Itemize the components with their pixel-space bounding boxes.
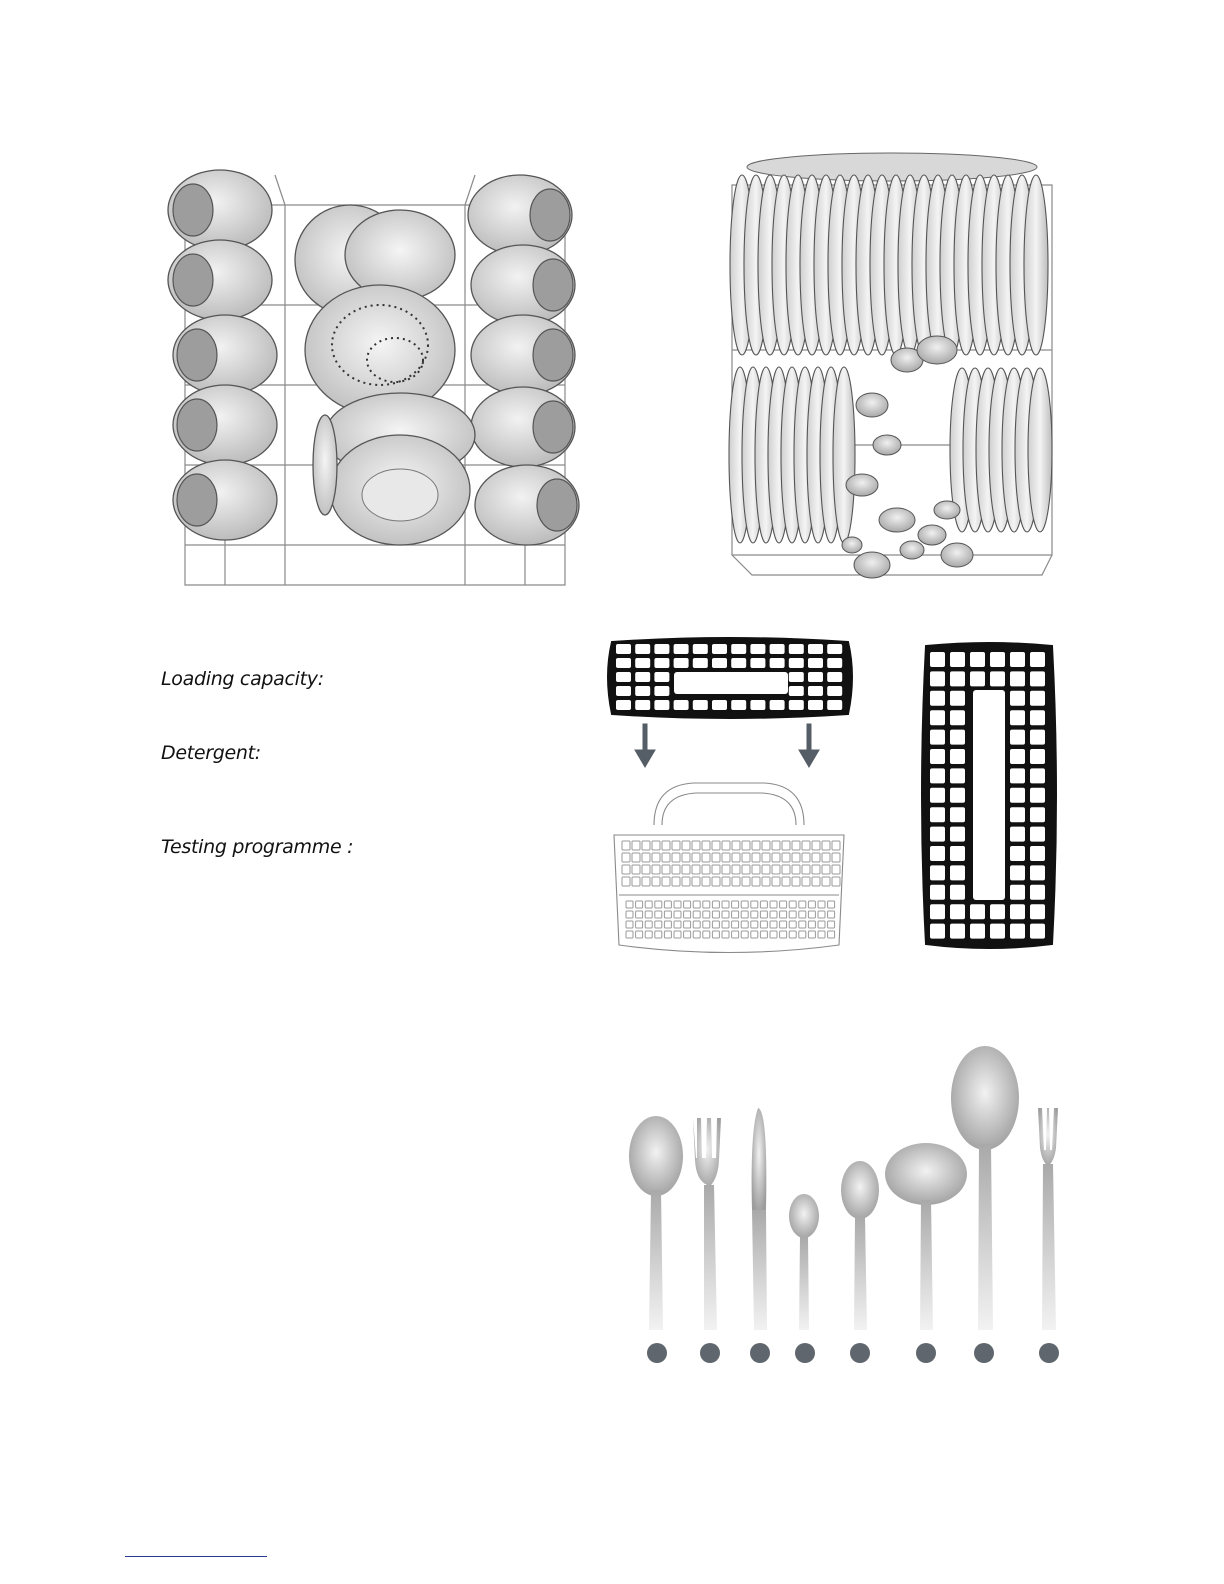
serving-fork-icon (1038, 1108, 1058, 1330)
lower-rack-illustration (722, 145, 1062, 590)
cutlery-set-illustration (620, 1040, 1070, 1370)
cutlery-grid-insert-illustration (604, 636, 856, 722)
insert-arrows (630, 722, 826, 770)
footer-rule (125, 1556, 267, 1557)
upper-rack-illustration (165, 165, 585, 595)
loading-capacity-label: Loading capacity: (161, 668, 324, 690)
fork-icon (693, 1118, 721, 1330)
ladle-icon (885, 1143, 967, 1330)
cutlery-dots (647, 1343, 1059, 1363)
soup-spoon-icon (629, 1116, 683, 1330)
testing-programme-label: Testing programme : (161, 836, 354, 858)
dessert-spoon-icon (841, 1161, 879, 1330)
cutlery-grid-vertical-illustration (918, 640, 1060, 952)
knife-icon (752, 1108, 767, 1330)
detergent-label: Detergent: (161, 742, 261, 764)
coffee-spoon-icon (789, 1194, 819, 1330)
cutlery-basket-illustration (604, 775, 854, 960)
